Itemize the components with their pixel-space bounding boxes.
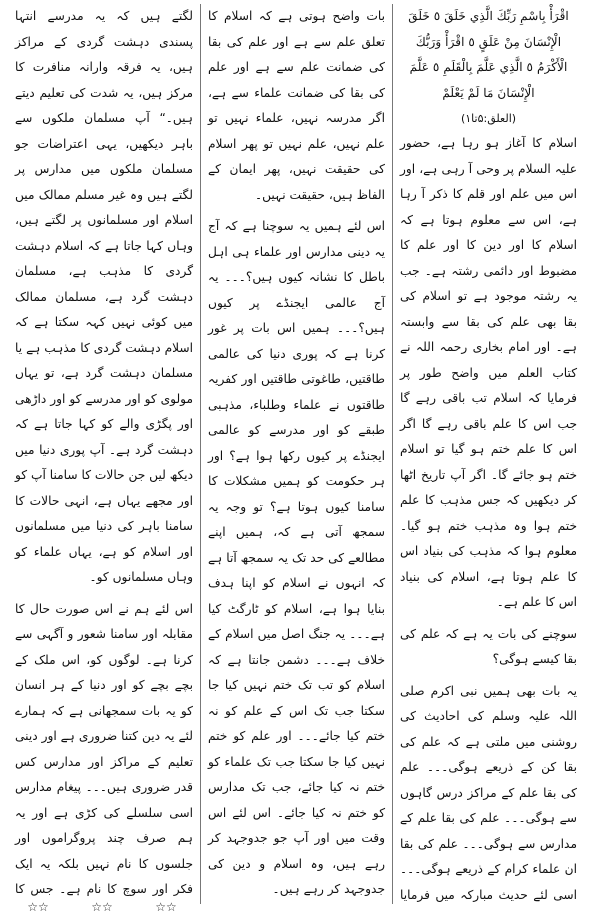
verse-reference: (العلق:۵تا۱) (460, 112, 517, 125)
star-ornament: ☆☆ (91, 900, 113, 914)
article-page (6, 4, 584, 916)
column-middle (200, 4, 392, 904)
star-ornament: ☆☆ (155, 900, 177, 914)
paragraph: اس لئے ہم نے اس صورت حال کا مقابلہ اور سامنا شعور و آگہی سے کرنا ہے۔ لوگوں کو، اس ملک کے بچے بچے کو اور دنیا کے ہر انسان کو یہ بات سمجھانی ہے کہ ہمارے لئے یہ دین کتنا ضروری ہے اور دینی تعلیم کے مراکز اور مدارس کس قدر ضروری ہیں۔۔۔ پیغام مدارس اسی سلسلے کی کڑی ہے اور یہ ہم صرف چند پروگراموں اور جلسوں کا نام نہیں بلکہ یہ ایک فکر اور سوچ کا نام ہے۔ جس کا (15, 601, 193, 896)
star-ornament: ☆☆ (27, 900, 49, 914)
paragraph: سوچنے کی بات یہ ہے کہ علم کی بقا کیسے ہوگی؟ (400, 626, 577, 666)
paragraph: یہ بات بھی ہمیں نبی اکرم صلی اللہ علیہ وسلم کی احادیث کی روشنی میں ملتی ہے کہ علم کی بقا کن کے ذریعے ہوگی۔۔۔ علم کی بقا علم کے مراکز درس گاہوں سے ہوگی۔۔۔ علم کی بقا علم کے مدارس سے ہوگی۔۔۔ علم کی بقا ان علماء کرام کے ذریعے ہوگی۔۔۔ اسی لئے حدیث مبارکہ میں فرمایا (400, 683, 577, 902)
column-right (392, 4, 584, 904)
column-left (8, 4, 200, 904)
paragraph: لگتے ہیں کہ یہ مدرسے انتہا پسندی دہشت گردی کے مراکز ہیں، یہ فرقہ وارانہ منافرت کا مرکز ہیں، یہ شدت کی تعلیم دیتے ہیں۔“ آپ مسلمان ملکوں سے باہر دیکھیں، یہی اعتراضات جو مسلمان ملکوں میں مدارس پر لگتے ہیں وہ غیر مسلم ممالک میں اسلام اور مسلمانوں پر لگتے ہیں، وہاں کہا جاتا ہے کہ اسلام دہشت گردی کا مذہب ہے، مسلمان دہشت گرد ہے، مسلمان ممالک میں کوئی نہیں کہہ سکتا ہے کہ اسلام دہشت گردی کا مذہب ہے یا مسلمان دہشت گرد ہے، تو یہاں مولوی کو اور مدرسے کو اور داڑھی اور پگڑی والے کو کہا جاتا ہے کہ دہشت گرد ہے۔ آپ پوری دنیا میں دیکھ لیں جن حالات کا سامنا آپ کو اور مجھے یہاں ہے، انہی حالات کا سامنا باہر کی دنیا میں مسلمانوں اور اسلام کو ہے، یہاں علماء کو وہاں مسلمانوں کو۔ (15, 9, 193, 584)
paragraph: بات واضح ہوتی ہے کہ اسلام کا تعلق علم سے ہے اور علم کی بقا کی ضمانت علم سے ہے اور علم کی بقا کی ضمانت علماء سے ہے، اگر مدرسہ نہیں، علماء نہیں تو علم نہیں، علم نہیں تو پھر اسلام کی حقیقت نہیں، پھر ایمان کے الفاظ ہیں، حقیقت نہیں۔ (208, 9, 385, 202)
paragraph: اس لئے ہمیں یہ سوچنا ہے کہ آج یہ دینی مدارس اور علماء ہی اہل باطل کا نشانہ کیوں ہیں؟۔۔۔ یہ آج عالمی ایجنڈے پر کیوں ہیں؟۔۔۔ ہمیں اس بات پر غور کرنا ہے کہ پوری دنیا کی عالمی طاقتیں، طاغوتی طاقتیں اور کفریہ طاقتوں نے علماء وطلباء، مذہبی طبقے کو اور مدرسے کو عالمی ایجنڈے پر کیوں رکھا ہوا ہے؟ اور ہر حکومت کو ہمیں مشکلات کا سامنا کیوں ہوتا ہے؟ تو وجہ یہ سمجھ آتی ہے کہ، ہمیں اپنے مطالعے کی حد تک یہ سمجھ آتا ہے کہ انہوں نے اسلام کو اپنا ہدف بنایا ہوا ہے، اسلام کو ٹارگٹ کیا ہے۔۔۔ یہ جنگ اصل میں اسلام کے خلاف ہے۔۔۔ دشمن جانتا ہے کہ اسلام کو تب تک ختم نہیں کیا جا سکتا جب تک اس کے علم کو نہ ختم کیا جائے۔۔۔ اور علم کو ختم نہیں کیا جا سکتا جب تک علماء کو ختم نہ کیا جائے، جب تک مدارس کو ختم نہ کیا جائے۔ اس لئے اس وقت میں اور آپ جو جدوجہد کر رہے ہیں، وہ اسلام و دین کی جدوجہد کر رہے ہیں۔ (208, 219, 385, 896)
quran-verse: اقْرَأْ بِاسْمِ رَبِّكَ الَّذِي خَلَقَ ٥ خَلَقَ الْإِنْسَانَ مِنْ عَلَقٍ ٥ اقْرَأْ وَرَبُّكَ الْأَكْرَمُ ٥ الَّذِي عَلَّمَ بِالْقَلَمِ ٥ عَلَّمَ الْإِنْسَانَ مَا لَمْ يَعْلَمْ (408, 9, 569, 100)
end-ornament (6, 900, 198, 914)
paragraph: اسلام کا آغاز ہو رہا ہے، حضور علیہ السلام پر وحی آ رہی ہے، اور اس میں علم اور قلم کا ذکر آ رہا ہے، اس سے معلوم ہوتا ہے کہ اسلام کا اور دین کا اور علم کا مضبوط اور دائمی رشتہ ہے۔ جب یہ رشتہ موجود ہے تو اسلام کی بقا بھی علم کی بقا سے وابستہ ہے۔ اور امام بخاری رحمہ اللہ نے کتاب العلم میں واضح طور پر فرمایا کہ اسلام تب باقی رہے گا جب اس کا علم باقی رہے گا اگر اس کا علم ختم ہو گیا تو اسلام ختم ہو جائے گا۔ اگر آپ تاریخ اٹھا کر دیکھیں کہ جس مذہب کا علم ختم ہوا وہ مذہب ختم ہو گیا۔ معلوم ہوا کہ مذہب کی بنیاد اس کا علم ہوتا ہے، اسلام کی بنیاد اس کا علم ہے۔ (400, 136, 577, 609)
